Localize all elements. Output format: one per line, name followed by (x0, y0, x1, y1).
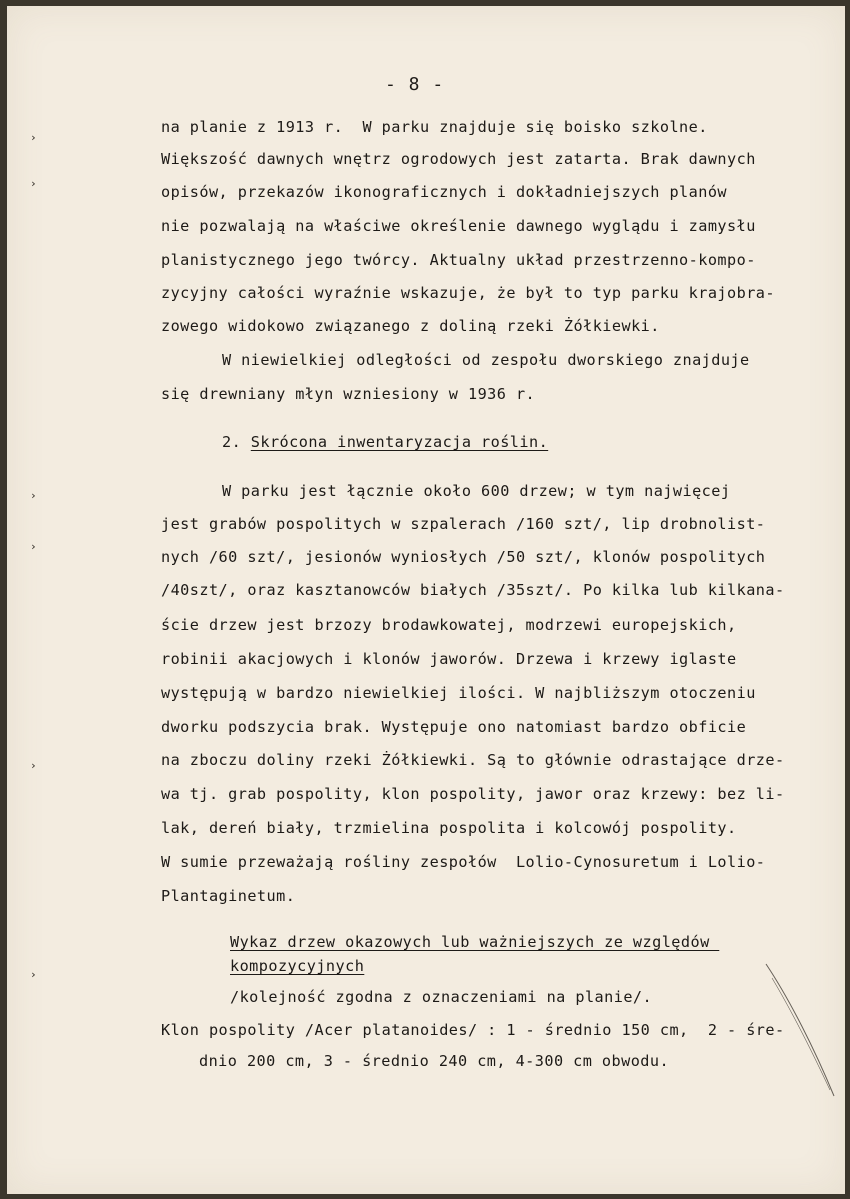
text-line: występują w bardzo niewielkiej ilości. W najbliższym otoczeniu (161, 684, 756, 702)
list-note: /kolejność zgodna z oznaczeniami na planie/. (230, 988, 653, 1006)
text-line: W parku jest łącznie około 600 drzew; w tym najwięcej (222, 482, 731, 500)
text-line: W sumie przeważają rośliny zespołów Lolio-Cynosuretum i Lolio- (161, 853, 766, 871)
edge-mark: › (30, 489, 37, 502)
text-line: jest grabów pospolitych w szpalerach /160 szt/, lip drobnolist- (161, 515, 766, 533)
text-line: się drewniany młyn wzniesiony w 1936 r. (161, 385, 536, 403)
tree-entry: dnio 200 cm, 3 - średnio 240 cm, 4-300 cm obwodu. (199, 1052, 670, 1070)
text-line: robinii akacjowych i klonów jaworów. Drzewa i krzewy iglaste (161, 650, 737, 668)
text-line: opisów, przekazów ikonograficznych i dokładniejszych planów (161, 183, 728, 201)
edge-mark: › (30, 177, 37, 190)
text-line: Plantaginetum. (161, 887, 296, 905)
section-title: Skrócona_inwentaryzacja roślin. (250, 433, 549, 451)
text-line: wa tj. grab pospolity, klon pospolity, jawor oraz krzewy: bez li- (161, 785, 785, 803)
text-line: zowego widokowo związanego z doliną rzeki Żółkiewki. (161, 317, 660, 335)
text-line: lak, dereń biały, trzmielina pospolita i kolcowój pospolity. (161, 819, 737, 837)
text-line: planistycznego jego twórcy. Aktualny układ przestrzenno-kompo- (161, 251, 756, 269)
edge-mark: › (30, 540, 37, 553)
text-line: W niewielkiej odległości od zespołu dworskiego znajduje (222, 351, 750, 369)
list-heading: kompozycyjnych (230, 957, 365, 975)
text-line: Większość dawnych wnętrz ogrodowych jest zatarta. Brak dawnych (161, 150, 756, 168)
list-heading: Wykaz drzew okazowych lub ważniejszych_ze względów_ (230, 933, 720, 951)
text-line: na planie z 1913 r. W parku znajduje się boisko szkolne. (161, 118, 708, 136)
text-line: na zboczu doliny rzeki Żółkiewki. Są to głównie odrastające drze- (161, 751, 785, 769)
pencil-stroke (760, 960, 840, 1100)
page-number: - 8 - (385, 74, 445, 95)
tree-entry: Klon pospolity /Acer platanoides/ : 1 - średnio 150 cm, 2 - śre- (161, 1021, 785, 1039)
text-line: nie pozwalają na właściwe określenie dawnego wyglądu i zamysłu (161, 217, 756, 235)
section-heading (222, 432, 548, 452)
text-line: zycyjny całości wyraźnie wskazuje, że był to typ parku krajobra- (161, 284, 775, 302)
edge-mark: › (30, 968, 37, 981)
text-line: dworku podszycia brak. Występuje ono natomiast bardzo obficie (161, 718, 747, 736)
edge-mark: › (30, 759, 37, 772)
text-line: nych /60 szt/, jesionów wyniosłych /50 szt/, klonów pospolitych (161, 548, 766, 566)
edge-mark: › (30, 131, 37, 144)
section-number: 2. (222, 433, 242, 451)
text-line: /40szt/, oraz kasztanowców białych /35szt/. Po kilka lub kilkana- (161, 581, 785, 599)
text-line: ście drzew jest brzozy brodawkowatej, modrzewi europejskich, (161, 616, 737, 634)
